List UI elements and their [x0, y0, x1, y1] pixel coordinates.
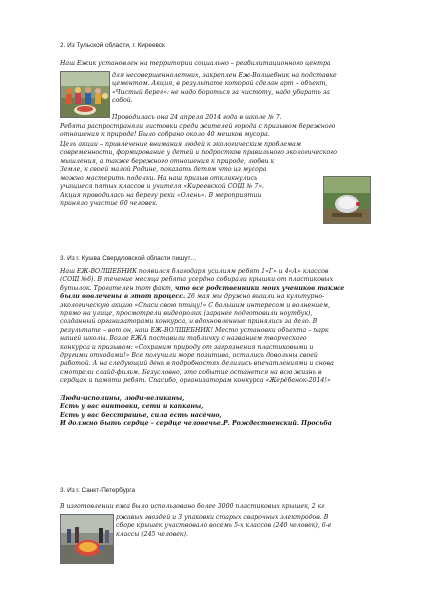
- text-line: Проводилась она 24 апреля 2014 года в школе № 7.: [112, 114, 282, 121]
- section-heading-kushva: 3. Из г. Кушва Свердловской области пишут…: [60, 255, 197, 262]
- text-line: нашей школы. Возле ЕЖА поставили табличку с названием творческого: [60, 335, 307, 343]
- text-line: (СОШ №6). В течение месяца ребята усердно собирали крышки от пластиковых: [60, 276, 334, 284]
- section-heading-spb: 3. Из г. Санкт-Петербурга: [60, 487, 136, 494]
- text-line: Земле, к своей малой Родине, показать детям что из мусора: [60, 166, 267, 174]
- text-line: Цель акции – привлечение внимания людей к экологическим проблемам: [60, 141, 301, 148]
- text-line: приняло участие 60 человек.: [60, 200, 158, 208]
- section-tula-date: [112, 114, 368, 122]
- text-line: результате – вот он, наш ЁЖ-ВОЛШЕБНИК! Место установки объекта – парк: [60, 326, 329, 334]
- text-line: экологическую акцию «Спаси свою птицу!» С большим интересом и волнением,: [60, 301, 330, 309]
- text-line: современности, формирование у детей и подростков правильного экологического: [60, 149, 337, 157]
- photo-hedgehog-kireevsk: [323, 176, 371, 224]
- section-tula-intro: [60, 60, 368, 68]
- text-line: собой.: [112, 97, 133, 105]
- text-line: «Чистый берег»: не надо бороться за чистоту, надо убирать за: [112, 88, 330, 96]
- text-line: ржавых гвоздей и 3 упаковки старых сварочных электродов. В: [116, 514, 329, 521]
- poem: [60, 395, 368, 429]
- text-line: конкурса и призывом: «Сохраним природу от загрязнения пластиковыми и: [60, 343, 314, 351]
- text-line: Наш ЁЖ-ВОЛШЕБНИК появился благодаря усилиям ребят 1«Г» и 4«А» классов: [60, 268, 329, 275]
- poem-line: [60, 420, 368, 428]
- text-line: отношения к природе! Было собрано около 40 мешков мусора.: [60, 131, 270, 139]
- text-line: классы (245 человек).: [116, 530, 188, 538]
- text-fragment: 26 мая мы дружно вышли на культурно-: [185, 293, 325, 301]
- bold-phrase: что все родственники моих учеников также: [174, 284, 345, 292]
- text-line: прямо на улице, просмотрели видеоролик (заранее подготовили ноутбук),: [60, 310, 313, 318]
- text-line: Акция проводилась на берегу реки «Олень». В мероприятии: [60, 191, 262, 199]
- text-line: для несовершеннолетних, закреплен Ёж-Волшебник на подставке: [112, 72, 337, 79]
- text-line: работой. А на следующий день в подробностях делились впечатлениями и снова: [60, 360, 334, 368]
- section-tula-goal: [60, 141, 368, 158]
- poem-author: Р. Рождественский. Просьба: [223, 420, 332, 428]
- text-line: сердцах и памяти ребят. Спасибо, организаторам конкурса «Жерёбенок-2014!»: [60, 377, 331, 385]
- bold-phrase-end: были вовлечены в этот процесс.: [60, 293, 186, 301]
- text-line: мышления, а также бережного отношения к природе, любви к: [60, 158, 275, 165]
- section-spb-body: [116, 514, 368, 539]
- text-line: можно мастерить поделки. На наш призыв откликнулись: [60, 174, 258, 182]
- text-fragment: бутылок. Трогателен тот факт,: [60, 284, 175, 292]
- poem-line: Есть у вас винтовки, сети и капканы,: [60, 403, 204, 411]
- section-tula-body: [60, 123, 368, 140]
- section-heading-tula: 2. Из Тульской области, г. Киреевск: [60, 42, 165, 49]
- section-tula-photo-text: [112, 72, 368, 106]
- poem-line: Есть у вас бесстрашье, сила есть насёчно,: [60, 411, 222, 419]
- section-tula-goal-wrap: [60, 158, 316, 208]
- text-line: другими отходами!» Все получили море позитива, остались довольны своей: [60, 352, 318, 360]
- text-line: смотрели слайд-фильм. Безусловно, это событие останется на всю жизнь в: [60, 368, 322, 376]
- section-kushva-body: [60, 268, 368, 386]
- text-line: Наш Ёжик установлен на территории социально – реабилитационного центра: [60, 60, 331, 67]
- poem-text: И должно быть сердце – сердце человечье.: [60, 420, 224, 428]
- text-line: Ребята распространяли листовки среди жителей города с призывом бережного: [60, 123, 336, 130]
- text-line: сборе крышек участвовало восемь 5-х классов (240 человек), 6-е: [116, 522, 332, 530]
- text-line: В изготовлении ежа было использовано более 3000 пластиковых крышек, 2 кг: [60, 503, 325, 510]
- photo-hedgehog-spb: [60, 514, 114, 564]
- photo-hedgehog-tula: [60, 71, 110, 118]
- poem-line: Люди-исполины, люди-великаны,: [60, 395, 185, 402]
- section-spb-intro: [60, 503, 368, 511]
- text-line: [60, 285, 368, 293]
- text-line: цементом. Акция, в результате которой сделан арт – объект,: [112, 80, 328, 88]
- text-line: созданный организаторами конкурса, и вдохновленные принялись за дело. В: [60, 318, 318, 326]
- text-line: учащиеся пятых классов и учителя «Киреевской СОШ № 7».: [60, 183, 265, 191]
- text-line: [60, 293, 368, 301]
